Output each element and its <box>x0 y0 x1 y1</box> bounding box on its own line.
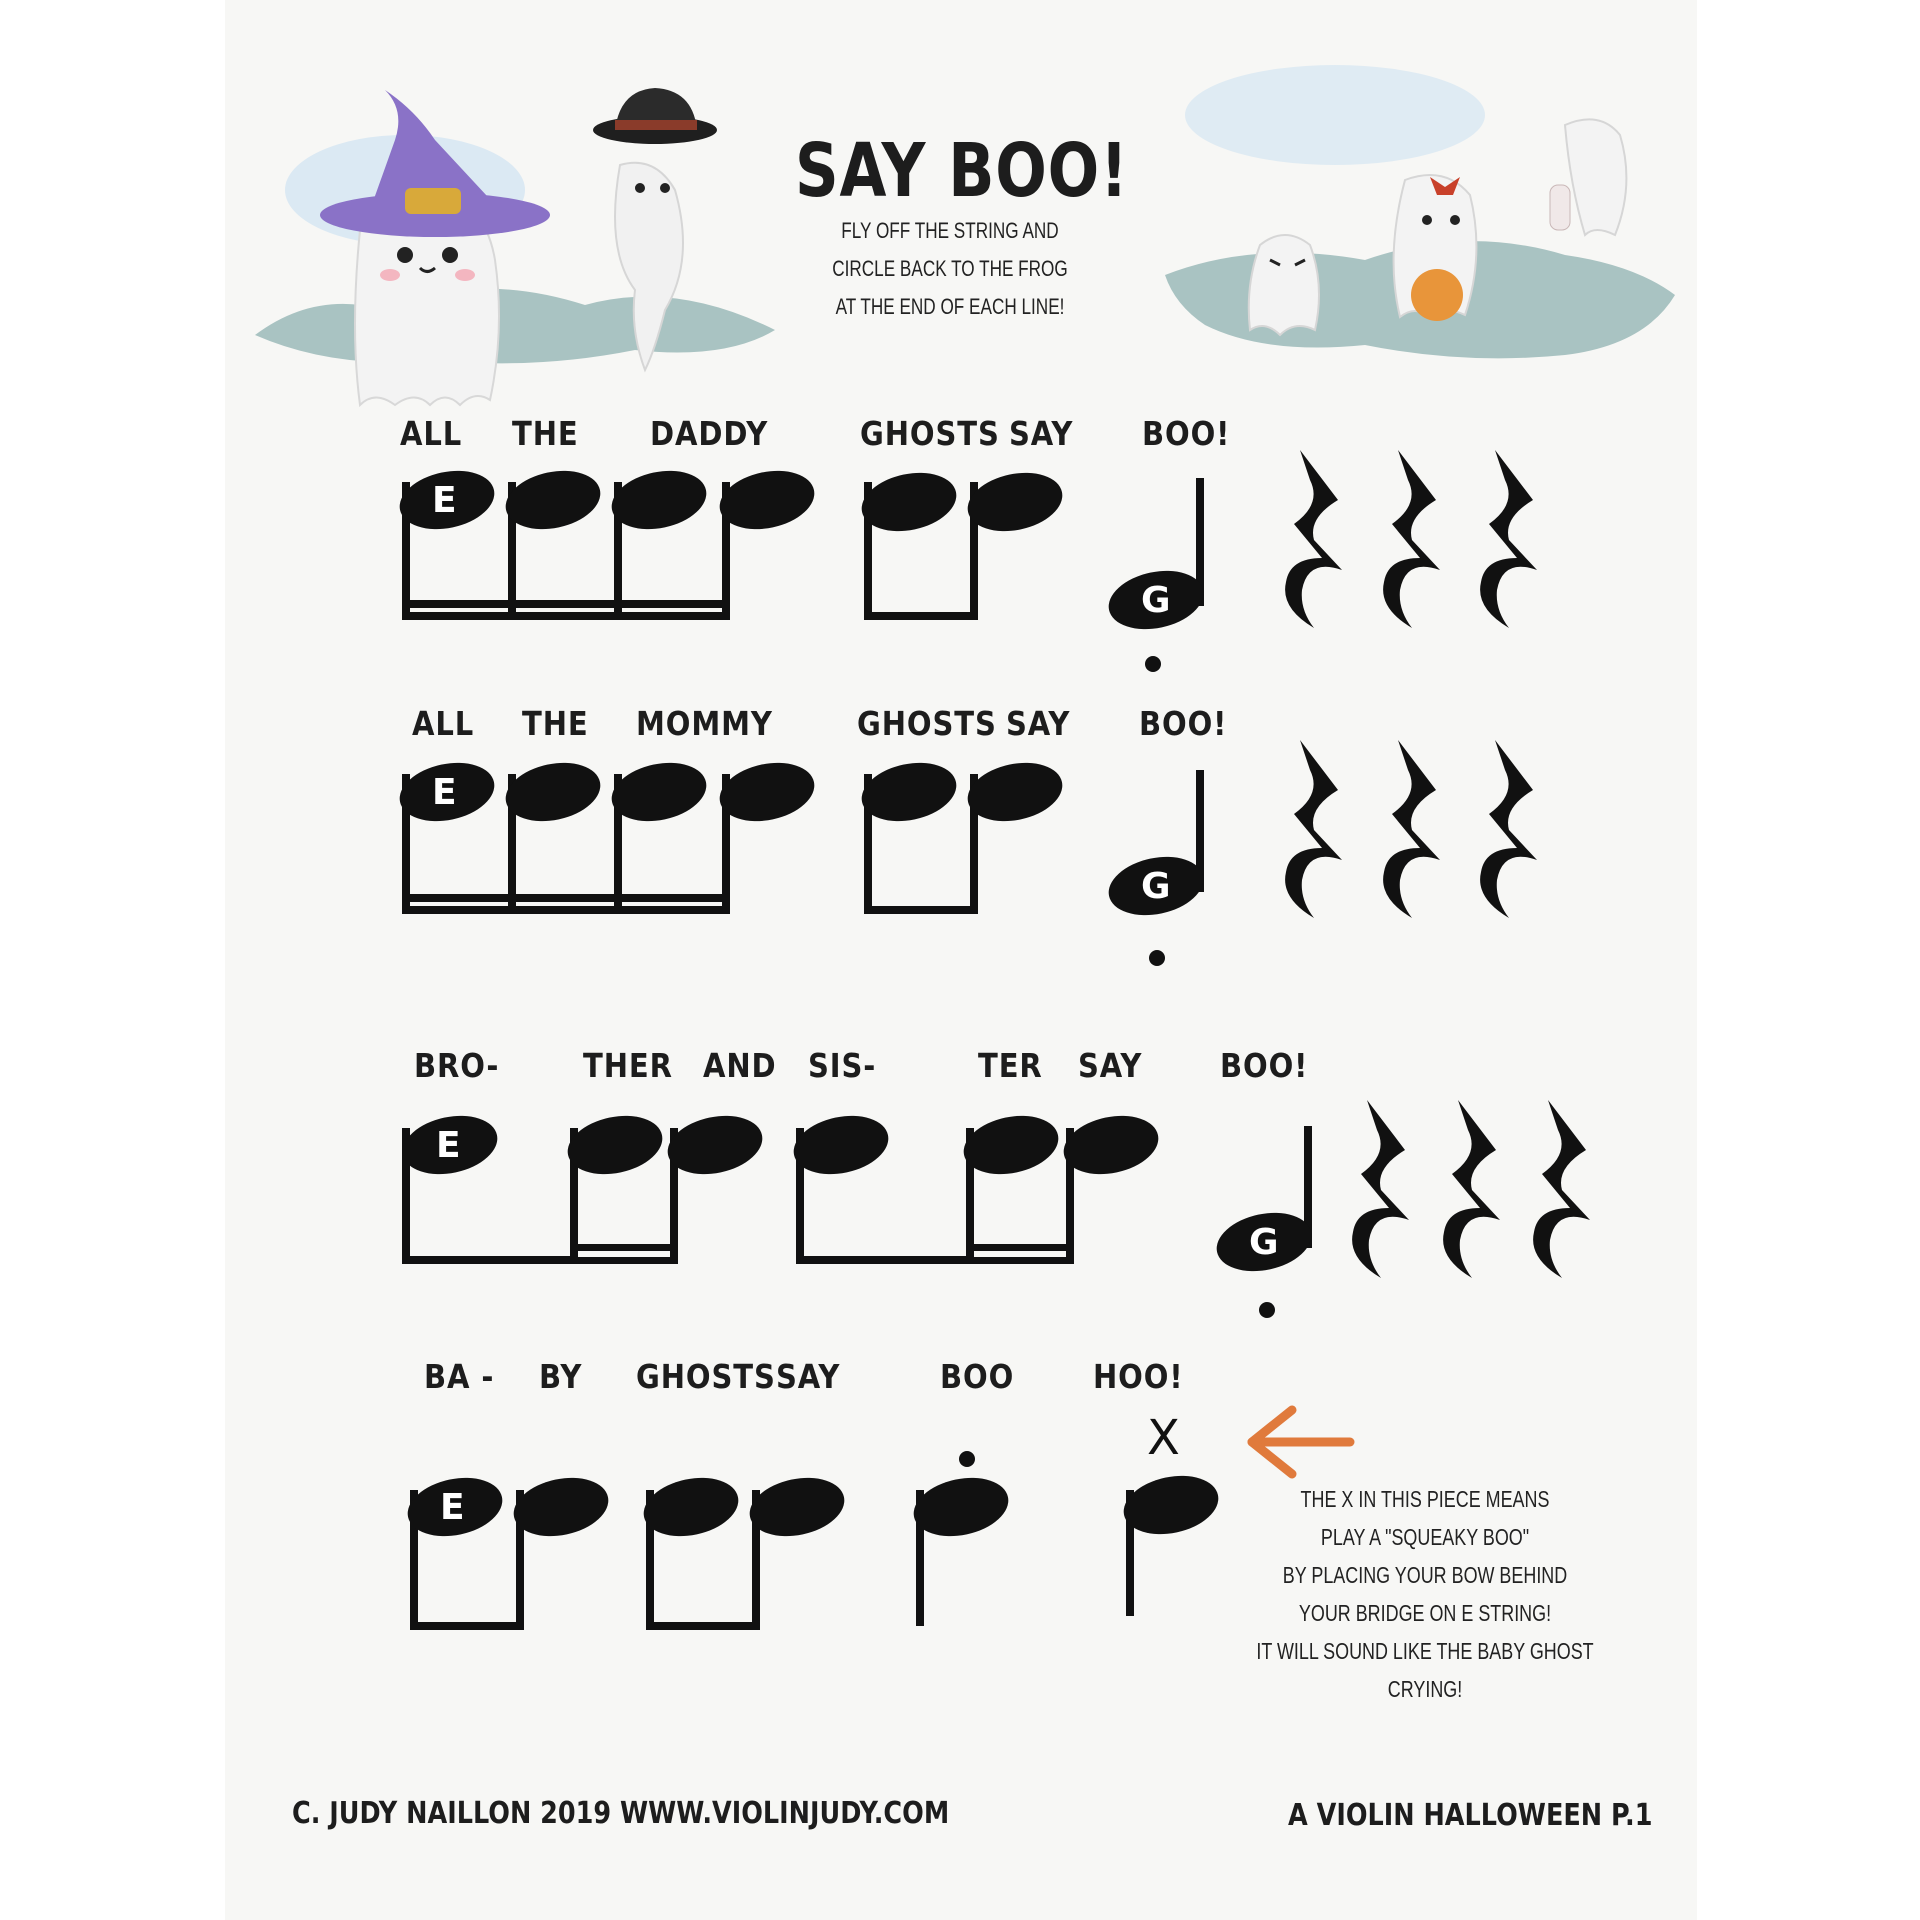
lyric: ALL <box>412 704 475 743</box>
lyric: ALL <box>400 414 463 453</box>
lyric: THE <box>512 414 579 453</box>
lyric: SAY <box>1009 414 1074 453</box>
subtitle-line-2: CIRCLE BACK TO THE FROG <box>832 256 1068 281</box>
lyric: SAY <box>1078 1046 1143 1085</box>
note-letter: E <box>440 1487 465 1528</box>
lyric: GHOSTS <box>636 1357 776 1396</box>
lyric: SAY <box>1006 704 1071 743</box>
squeak-mark: X <box>1147 1410 1180 1466</box>
lyric: BOO! <box>1142 414 1231 453</box>
footer-credit: C. JUDY NAILLON 2019 WWW.VIOLINJUDY.COM <box>292 1796 950 1831</box>
measure-line-4 <box>402 1451 1224 1630</box>
lyric: HOO! <box>1093 1357 1184 1396</box>
note-letter: E <box>432 480 457 521</box>
lyric: GHOSTS <box>860 414 1000 453</box>
page-title: SAY BOO! <box>795 128 1129 214</box>
measure-line-2 <box>394 755 1209 966</box>
lyric: BRO- <box>414 1046 500 1085</box>
lyric: TER <box>978 1046 1043 1085</box>
lyric: BY <box>539 1357 583 1396</box>
note-line-5: IT WILL SOUND LIKE THE BABY GHOST <box>1256 1638 1594 1664</box>
lyric: THE <box>522 704 589 743</box>
note-line-6: CRYING! <box>1387 1676 1463 1702</box>
lyric: SAY <box>776 1357 841 1396</box>
subtitle-line-1: FLY OFF THE STRING AND <box>841 218 1059 243</box>
subtitle-line-3: AT THE END OF EACH LINE! <box>835 294 1065 319</box>
note-letter: G <box>1141 580 1171 621</box>
measure-line-1 <box>394 463 1209 672</box>
lyric: BA - <box>424 1357 495 1396</box>
measure-line-3 <box>397 1108 1317 1318</box>
footer-page: A VIOLIN HALLOWEEN P.1 <box>1288 1798 1653 1833</box>
lyric: BOO <box>940 1357 1015 1396</box>
lyric: BOO! <box>1139 704 1228 743</box>
note-line-4: YOUR BRIDGE ON E STRING! <box>1298 1600 1552 1626</box>
lyric: THER <box>583 1046 673 1085</box>
lyric: DADDY <box>650 414 769 453</box>
note-letter: E <box>436 1125 461 1166</box>
lyric: MOMMY <box>636 704 773 743</box>
note-letter: G <box>1141 866 1171 907</box>
note-line-1: THE X IN THIS PIECE MEANS <box>1300 1486 1550 1512</box>
lyric: BOO! <box>1220 1046 1309 1085</box>
note-line-2: PLAY A "SQUEAKY BOO" <box>1320 1524 1530 1550</box>
note-letter: E <box>432 772 457 813</box>
lyric: AND <box>703 1046 777 1085</box>
note-letter: G <box>1249 1222 1279 1263</box>
note-line-3: BY PLACING YOUR BOW BEHIND <box>1282 1562 1568 1588</box>
lyric: SIS- <box>808 1046 877 1085</box>
lyric: GHOSTS <box>857 704 997 743</box>
arrow-left-icon <box>1252 1410 1350 1474</box>
